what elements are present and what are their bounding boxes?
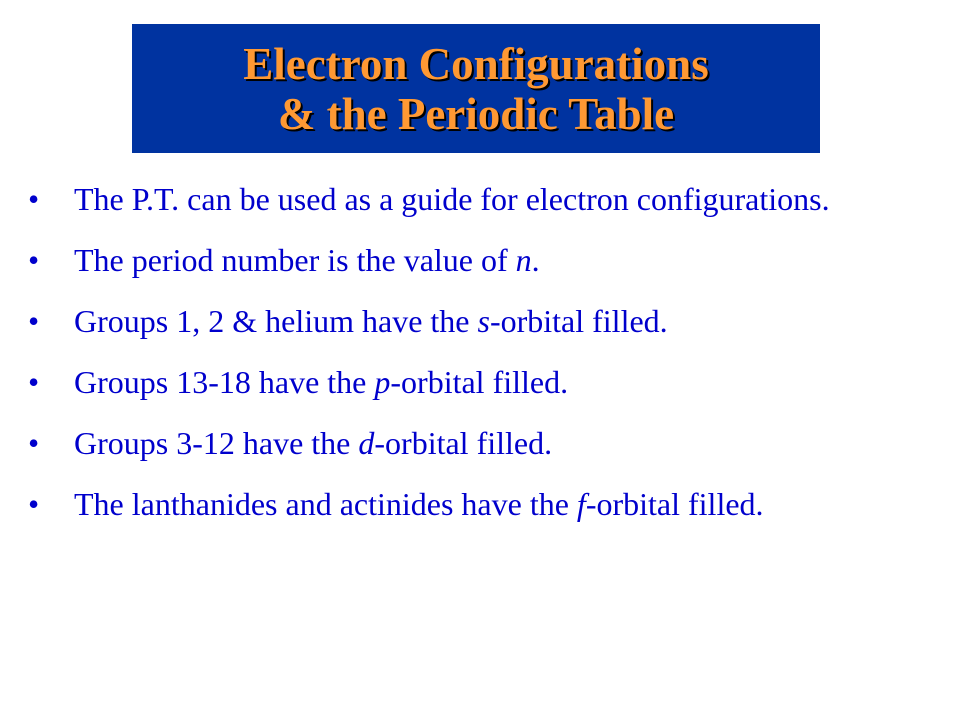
bullet-item	[28, 180, 928, 218]
bullet-marker: •	[28, 425, 40, 461]
bullet-marker: •	[28, 242, 40, 278]
bullet-text: The P.T. can be used as a guide for electron configurations.	[74, 181, 830, 217]
bullet-item	[28, 302, 928, 340]
bullet-marker: •	[28, 486, 40, 522]
bullet-text: The period number is the value of n.	[74, 242, 540, 278]
bullet-item	[28, 424, 928, 462]
bullet-text: Groups 1, 2 & helium have the s-orbital filled.	[74, 303, 668, 339]
slide-title-line-1: Electron Configurations	[243, 38, 709, 89]
bullet-item	[28, 241, 928, 279]
bullet-marker: •	[28, 303, 40, 339]
bullet-list	[28, 180, 928, 546]
bullet-text: The lanthanides and actinides have the f-orbital filled.	[74, 486, 764, 522]
slide-title-line-2: & the Periodic Table	[277, 88, 675, 139]
bullet-item	[28, 485, 928, 523]
bullet-item	[28, 363, 928, 401]
bullet-marker: •	[28, 364, 40, 400]
bullet-text: Groups 3-12 have the d-orbital filled.	[74, 425, 553, 461]
bullet-text: Groups 13-18 have the p-orbital filled.	[74, 364, 569, 400]
slide-title-banner	[132, 24, 820, 153]
bullet-marker: •	[28, 181, 40, 217]
